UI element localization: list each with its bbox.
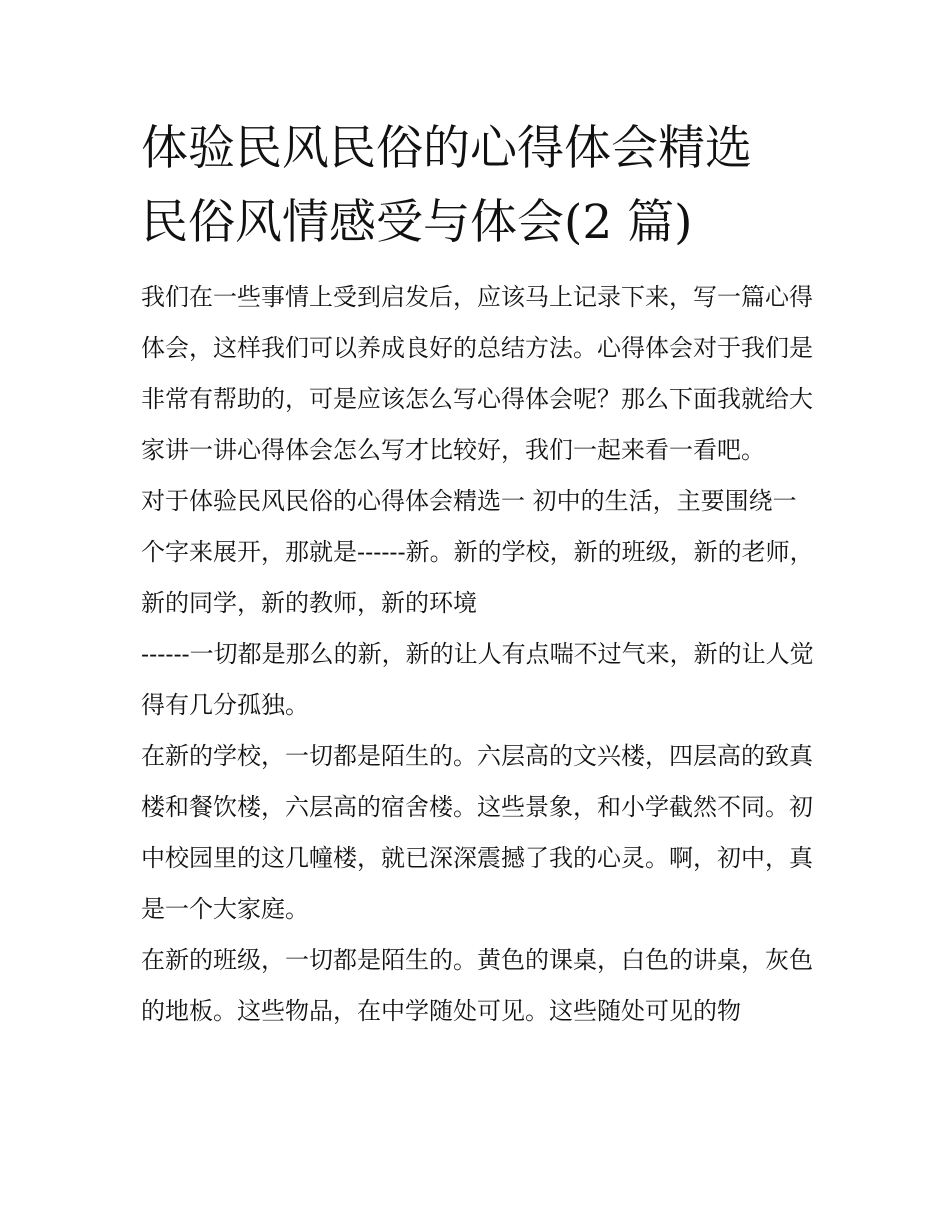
title-line-1: 体验民风民俗的心得体会精选 bbox=[141, 121, 752, 176]
paragraph-new-school: 在新的学校，一切都是陌生的。六层高的文兴楼，四层高的致真楼和餐饮楼，六层高的宿舍楼。这些景象，和小学截然不同。初中校园里的这几幢楼，就已深深震撼了我的心灵。啊，初中，真是一个大家庭。 bbox=[141, 742, 813, 923]
paragraph-new-life: 对于体验民风民俗的心得体会精选一 初中的生活，主要围绕一个字来展开，那就是------新。新的学校，新的班级，新的老师，新的同学，新的教师，新的环境 ------一切都是那么的新，新的让人有点喘不过气来，新的让人觉得有几分孤独。 bbox=[141, 487, 814, 719]
document-title bbox=[141, 112, 817, 260]
title-line-2: 民俗风情感受与体会(2 篇) bbox=[141, 195, 693, 250]
paragraph-intro: 我们在一些事情上受到启发后，应该马上记录下来，写一篇心得体会，这样我们可以养成良好的总结方法。心得体会对于我们是非常有帮助的，可是应该怎么写心得体会呢？那么下面我就给大家讲一讲心得体会怎么写才比较好，我们一起来看一看吧。 bbox=[141, 283, 813, 464]
paragraph-new-class: 在新的班级，一切都是陌生的。黄色的课桌，白色的讲桌，灰色的地板。这些物品，在中学随处可见。这些随处可见的物 bbox=[141, 946, 813, 1025]
document-page bbox=[141, 112, 817, 1037]
